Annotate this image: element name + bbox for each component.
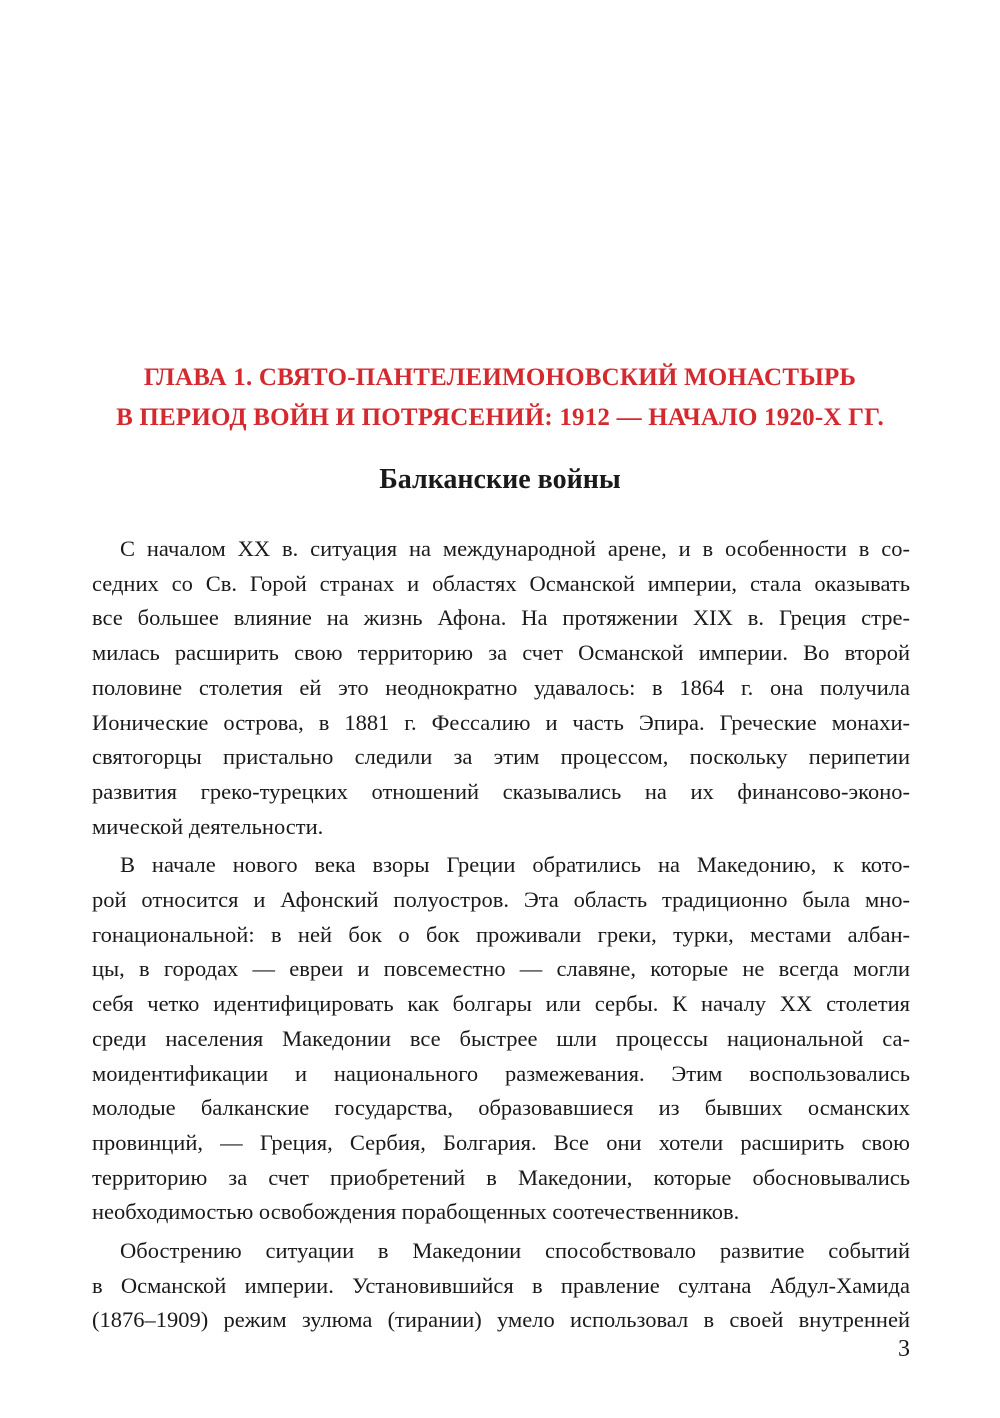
page-number: 3 xyxy=(898,1336,910,1362)
body-text xyxy=(92,532,910,1338)
text-line: территорию за счет приобретений в Македонии, которые обосновывались xyxy=(92,1164,910,1190)
text-line: цы, в городах — евреи и повсеместно — славяне, которые не всегда могли xyxy=(92,956,910,982)
chapter-title-line-1: ГЛАВА 1. СВЯТО-ПАНТЕЛЕИМОНОВСКИЙ МОНАСТЫРЬ xyxy=(143,364,857,391)
text-line: (1876–1909) режим зулюма (тирании) умело использовал в своей внутренней xyxy=(92,1307,910,1333)
text-line: необходимостью освобождения порабощенных соотечественников. xyxy=(92,1199,740,1225)
text-line: Ионические острова, в 1881 г. Фессалию и часть Эпира. Греческие монахи- xyxy=(92,709,910,735)
text-line: милась расширить свою территорию за счет Османской империи. Во второй xyxy=(92,640,910,666)
text-line: седних со Св. Горой странах и областях Османской империи, стала оказывать xyxy=(92,570,910,596)
text-line: все большее влияние на жизнь Афона. На протяжении XIX в. Греция стре- xyxy=(92,605,910,631)
text-line: в Османской империи. Установившийся в правление султана Абдул-Хамида xyxy=(92,1272,910,1298)
text-line: святогорцы пристально следили за этим процессом, поскольку перипетии xyxy=(92,744,910,770)
text-line: В начале нового века взоры Греции обратились на Македонию, к кото- xyxy=(120,852,910,878)
text-line: моидентификации и национального размежевания. Этим воспользовались xyxy=(92,1060,910,1086)
text-line: развития греко-турецких отношений сказывались на их финансово-эконо- xyxy=(92,778,910,804)
text-line: среди населения Македонии все быстрее шли процессы национальной са- xyxy=(92,1025,910,1051)
section-heading: Балканские войны xyxy=(379,464,621,495)
paragraph-3 xyxy=(92,1234,910,1338)
text-line: гонациональной: в ней бок о бок проживали греки, турки, местами албан- xyxy=(92,921,910,947)
text-line: молодые балканские государства, образовавшиеся из бывших османских xyxy=(92,1095,910,1121)
text-line: мической деятельности. xyxy=(92,813,324,839)
text-line: С началом XX в. ситуация на международной арене, и в особенности в со- xyxy=(120,536,910,561)
text-line: Обострению ситуации в Македонии способствовало развитие событий xyxy=(120,1238,910,1264)
paragraph-1 xyxy=(92,532,910,844)
text-line: провинций, — Греция, Сербия, Болгария. Все они хотели расширить свою xyxy=(92,1129,910,1155)
text-line: половине столетия ей это неоднократно удавалось: в 1864 г. она получила xyxy=(92,674,910,700)
text-line: себя четко идентифицировать как болгары или сербы. К началу XX столетия xyxy=(92,991,910,1017)
chapter-title-line-2: В ПЕРИОД ВОЙН И ПОТРЯСЕНИЙ: 1912 — НАЧАЛО 1920-Х ГГ. xyxy=(116,404,884,431)
chapter-title xyxy=(60,358,940,438)
text-line: рой относится и Афонский полуостров. Эта область традиционно была мно- xyxy=(92,887,910,913)
paragraph-2 xyxy=(92,848,910,1230)
